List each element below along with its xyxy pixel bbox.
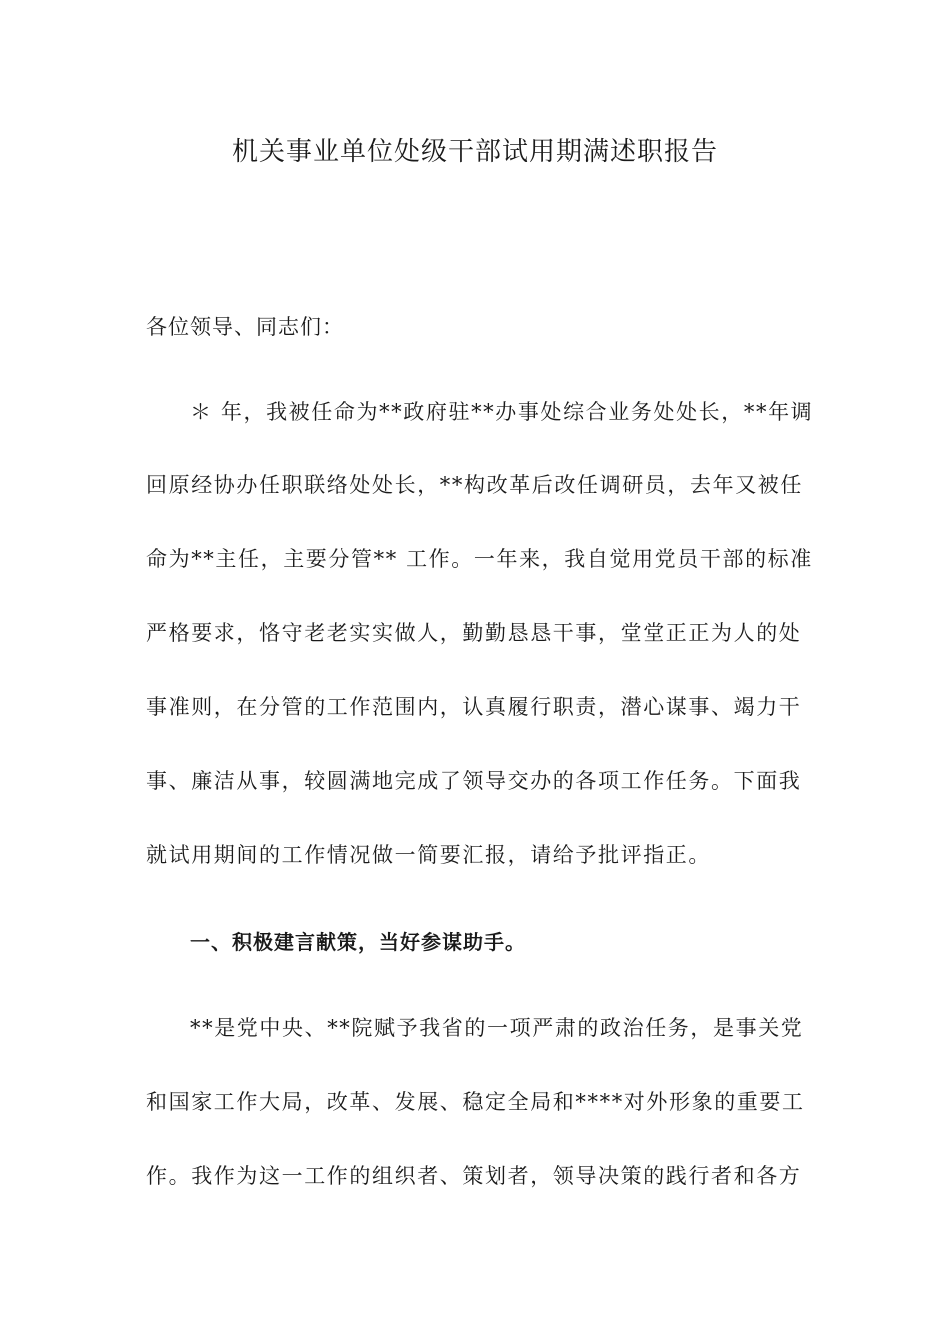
paragraph1-line: 命为**主任，主要分管** 工作。一年来，我自觉用党员干部的标准 [146, 547, 813, 571]
paragraph1-line: 事、廉洁从事，较圆满地完成了领导交办的各项工作任务。下面我 [146, 769, 802, 793]
document-title: 机关事业单位处级干部试用期满述职报告 [231, 137, 718, 167]
paragraph1-line: 回原经协办任职联络处处长，**构改革后改任调研员，去年又被任 [146, 473, 803, 497]
paragraph1-line: 就试用期间的工作情况做一简要汇报，请给予批评指正。 [146, 843, 711, 867]
paragraph2-line: 作。我作为这一工作的组织者、策划者，领导决策的践行者和各方 [146, 1164, 802, 1188]
paragraph2-line: **是党中央、**院赋予我省的一项严肃的政治任务，是事关党 [190, 1016, 804, 1040]
paragraph1-line: 严格要求，恪守老老实实做人，勤勤恳恳干事，堂堂正正为人的处 [146, 621, 802, 645]
salutation: 各位领导、同志们： [146, 315, 344, 339]
section-heading: 一、积极建言献策，当好参谋助手。 [190, 930, 526, 954]
paragraph1-line: 事准则，在分管的工作范围内，认真履行职责，潜心谋事、竭力干 [146, 695, 802, 719]
paragraph1-line: ＊ 年，我被任命为**政府驻**办事处综合业务处处长，**年调 [190, 400, 814, 424]
paragraph2-line: 和国家工作大局，改革、发展、稳定全局和****对外形象的重要工 [146, 1090, 805, 1114]
